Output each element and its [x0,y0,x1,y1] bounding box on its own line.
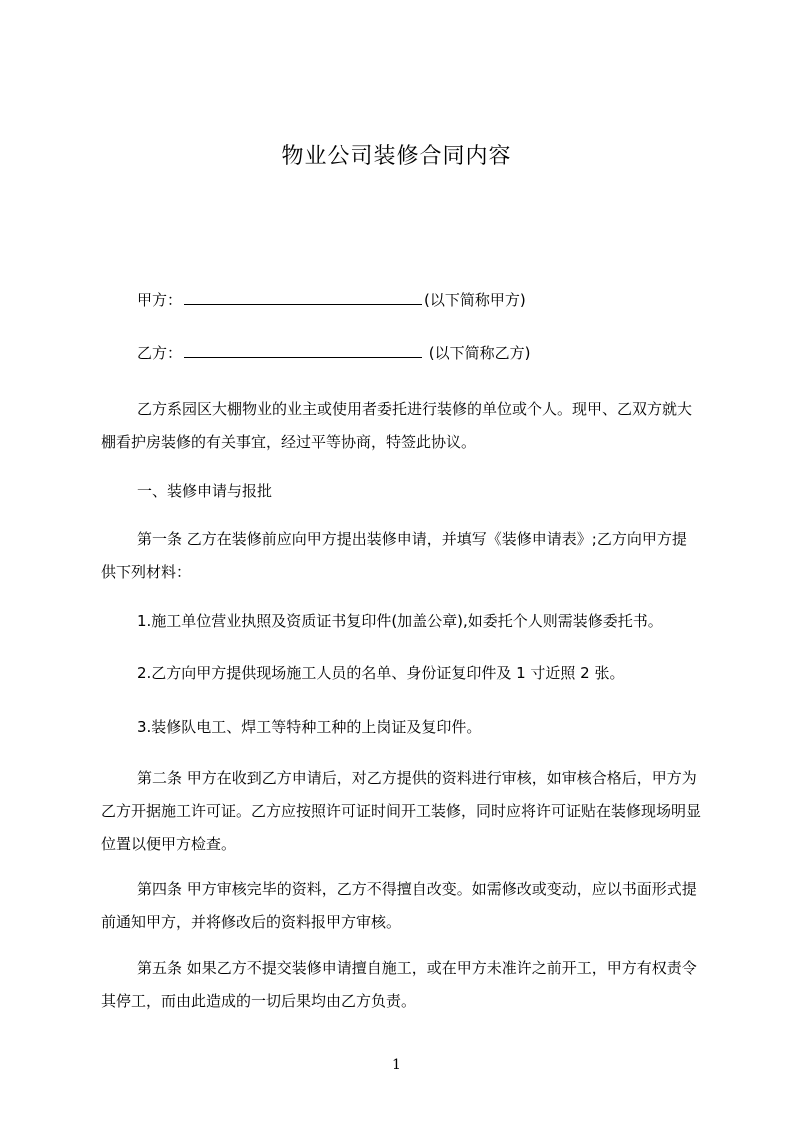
list-item: 2.乙方向甲方提供现场施工人员的名单、身份证复印件及 1 寸近照 2 张。 [137,664,625,682]
party-a-label: 甲方： [137,291,183,309]
article-4: 第四条 甲方审核完毕的资料，乙方不得擅自改变。如需修改或变动，应以书面形式提前通知甲方，并将修改后的资料报甲方审核。 [101,880,697,931]
list-item: 3.装修队电工、焊工等特种工种的上岗证及复印件。 [137,718,482,736]
party-b-label: 乙方： [137,344,183,362]
article-1: 第一条 乙方在装修前应向甲方提出装修申请，并填写《装修申请表》;乙方向甲方提供下列材料： [101,530,687,581]
article-2: 第二条 甲方在收到乙方申请后，对乙方提供的资料进行审核，如审核合格后，甲方为乙方开据施工许可证。乙方应按照许可证时间开工装修，同时应将许可证贴在装修现场明显位置以便甲方检查。 [101,769,702,853]
party-b-note: (以下简称乙方) [424,344,531,362]
party-a-line [137,289,526,311]
page-number: 1 [392,1057,401,1073]
party-b-line [137,342,531,364]
party-a-blank [184,289,422,305]
article-5: 第五条 如果乙方不提交装修申请擅自施工，或在甲方未准许之前开工，甲方有权责令其停工，而由此造成的一切后果均由乙方负责。 [101,959,697,1010]
document-title: 物业公司装修合同内容 [281,144,512,169]
intro-paragraph: 乙方系园区大棚物业的业主或使用者委托进行装修的单位或个人。现甲、乙双方就大棚看护房装修的有关事宜，经过平等协商，特签此协议。 [101,400,693,451]
party-b-blank [184,342,422,358]
section-heading: 一、装修申请与报批 [137,482,273,500]
party-a-note: (以下简称甲方) [424,291,526,309]
list-item: 1.施工单位营业执照及资质证书复印件(加盖公章),如委托个人则需装修委托书。 [137,612,663,630]
